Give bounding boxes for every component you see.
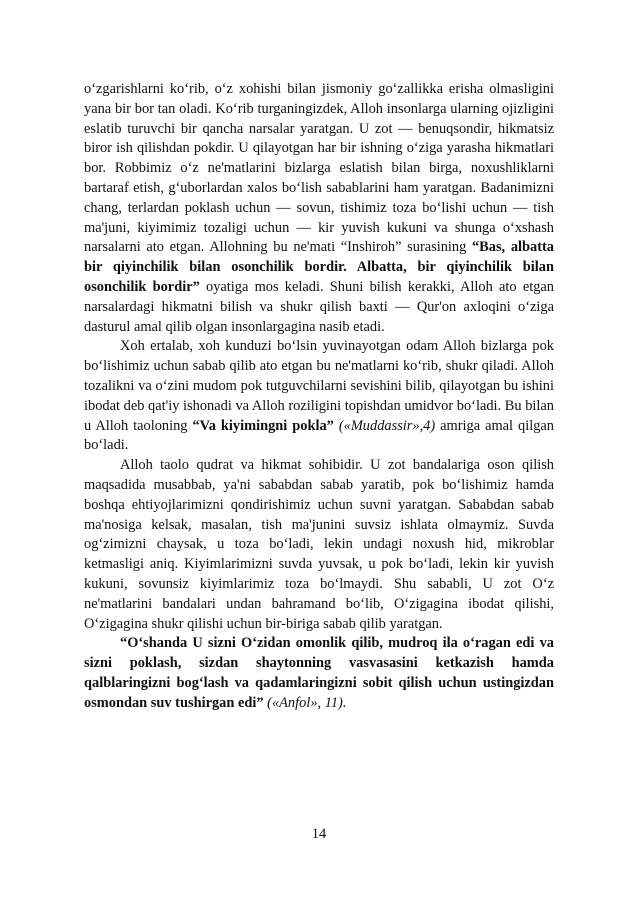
paragraph-2 (84, 337, 554, 456)
paragraph-4 (84, 634, 554, 713)
anfol-reference: («Anfol», 11). (267, 694, 347, 711)
paragraph-1-text-b: oyatiga mos keladi. Shuni bilish kerakki, Alloh ato etgan narsalardagi hikmatni bilish va shukr qilish baxti — Qur'on axloqini o‘ziga dasturul amal qilib olgan insonlargagina nasib etadi. (84, 278, 554, 335)
document-body (84, 80, 554, 714)
muddassir-reference: («Muddassir»,4) (333, 417, 436, 434)
paragraph-1-text-a: o‘zgarishlarni ko‘rib, o‘z xohishi bilan jismoniy go‘zallikka erisha olmasligini yana bir bor tan oladi. Ko‘rib turganingizdek, Alloh insonlarga ularning ojizligini eslatib turuvchi bir qancha narsalar yaratgan. U zot — benuqsondir, hikmatsiz biror ish qilishdan pokdir. U qilayotgan har bir ishning o‘ziga yarasha hikmatlari bor. Robbimiz o‘z ne'matlarini bizlarga eslatish bilan birga, noxushliklarni bartaraf etish, g‘uborlardan xalos bo‘lish sabablarini ham yaratgan. Badanimizni chang, terlardan poklash uchun — sovun, tishimiz toza bo‘lishi uchun — tish ma'juni, kiyimimiz tozaligi uchun — kir yuvish kukuni va shunga o‘xshash narsalarni ato etgan. Allohning bu ne'mati “Inshiroh” surasining (84, 81, 554, 256)
paragraph-1 (84, 80, 554, 337)
anfol-quote: “O‘shanda U sizni O‘zidan omonlik qilib, mudroq ila o‘ragan edi va sizni poklash, sizdan shaytonning vasvasasini ketkazish hamda qalblaringizni bog‘lash va qadamlaringizni sobit qilish uchun ustingizdan osmondan suv tushirgan edi” (84, 635, 554, 711)
paragraph-2-text-a: Xoh ertalab, xoh kunduzi bo‘lsin yuvinayotgan odam Alloh bizlarga pok bo‘lishimiz uchun sabab qilib ato etgan bu ne'matlarni ko‘rib, shukr qiladi. Alloh tozalikni va o‘zini mudom pok tutguvchilarni sevishini bilib, qilayotgan bu ishini ibodat deb qat'iy ishonadi va Alloh roziligini topishdan umidvor bo‘ladi. Bu bilan u Alloh taoloning (84, 338, 554, 434)
paragraph-2-text-b: amriga amal qilgan bo‘ladi. (84, 417, 554, 454)
paragraph-3: Alloh taolo qudrat va hikmat sohibidir. U zot bandalariga oson qilish maqsadida musabbab, ya'ni sababdan sabab yaratib, pok bo‘lishimiz hamda boshqa ehtiyojlarimizni qondirishimiz uchun suvni yaratgan. Sababdan sabab ma'nosiga kelsak, masalan, tish ma'junini suvsiz ishlata olmaymiz. Suvda og‘zimizni chaysak, u toza bo‘ladi, lekin undagi noxush hid, mikroblar ketmasligi aniq. Kiyimlarimizni suvda yuvsak, u pok bo‘ladi, lekin kir yuvish kukuni, sovunsiz kiyimlarimiz toza bo‘lmaydi. Shu sababli, U zot O‘z ne'matlarini bandalari undan bahramand bo‘lib, O‘zigagina ibodat qilishi, O‘zigagina shukr qilishi uchun bir-biriga sabab qilib yaratgan. (84, 457, 554, 632)
inshiroh-quote: “Bas, albatta bir qiyinchilik bilan osonchilik bordir. Albatta, bir qiyinchilik bilan osonchilik bordir” (84, 239, 554, 295)
page-number: 14 (311, 826, 327, 842)
muddassir-quote: “Va kiyimingni pokla” (192, 417, 334, 434)
